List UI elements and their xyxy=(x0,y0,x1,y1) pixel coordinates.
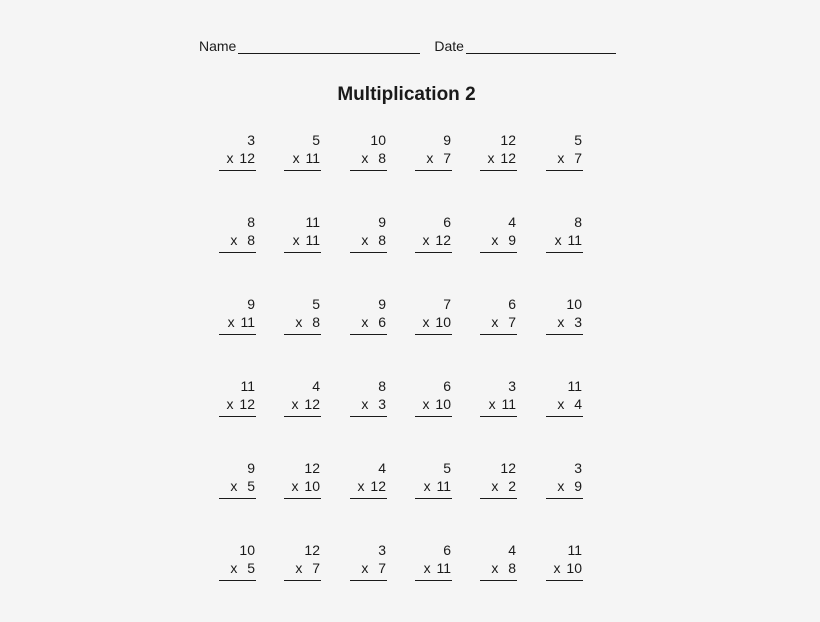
multiplicand: 6 xyxy=(508,296,516,312)
answer-line[interactable] xyxy=(546,170,583,171)
times-operator: x xyxy=(491,232,499,248)
times-operator: x xyxy=(361,396,369,412)
multiplicand: 8 xyxy=(378,378,386,394)
multiplier: 6 xyxy=(370,314,386,330)
multiplier-line xyxy=(293,232,320,248)
multiplicand: 12 xyxy=(500,132,516,148)
multiplicand: 10 xyxy=(239,542,255,558)
multiplier-line xyxy=(293,150,320,166)
problem-item xyxy=(546,214,586,264)
times-operator: x xyxy=(227,314,235,330)
answer-line[interactable] xyxy=(480,334,517,335)
multiplicand: 9 xyxy=(378,214,386,230)
multiplier-line xyxy=(295,314,320,330)
multiplier: 7 xyxy=(370,560,386,576)
problem-item xyxy=(480,378,520,428)
multiplicand: 9 xyxy=(443,132,451,148)
multiplier: 11 xyxy=(432,478,451,494)
multiplicand: 5 xyxy=(574,132,582,148)
answer-line[interactable] xyxy=(480,498,517,499)
problem-item xyxy=(415,132,455,182)
times-operator: x xyxy=(295,314,303,330)
date-label: Date xyxy=(434,38,464,54)
problem-item xyxy=(350,132,390,182)
problem-item xyxy=(480,132,520,182)
problem-item xyxy=(284,132,324,182)
multiplicand: 3 xyxy=(378,542,386,558)
multiplier-line xyxy=(426,150,451,166)
problem-item xyxy=(480,460,520,510)
times-operator: x xyxy=(422,396,430,412)
answer-line[interactable] xyxy=(546,252,583,253)
multiplier-line xyxy=(361,396,386,412)
problem-item xyxy=(219,542,259,592)
multiplier-line xyxy=(423,314,451,330)
answer-line[interactable] xyxy=(415,252,452,253)
date-blank[interactable] xyxy=(466,40,616,54)
name-blank[interactable] xyxy=(238,40,420,54)
answer-line[interactable] xyxy=(415,498,452,499)
multiplicand: 8 xyxy=(574,214,582,230)
times-operator: x xyxy=(292,232,300,248)
times-operator: x xyxy=(422,314,430,330)
multiplicand: 3 xyxy=(574,460,582,476)
answer-line[interactable] xyxy=(219,334,256,335)
problem-item xyxy=(546,132,586,182)
times-operator: x xyxy=(488,396,496,412)
multiplier-line xyxy=(361,560,386,576)
times-operator: x xyxy=(291,478,299,494)
answer-line[interactable] xyxy=(480,170,517,171)
problem-item xyxy=(546,296,586,346)
times-operator: x xyxy=(423,560,431,576)
multiplicand: 6 xyxy=(443,214,451,230)
times-operator: x xyxy=(361,232,369,248)
problem-item xyxy=(415,378,455,428)
answer-line[interactable] xyxy=(219,416,256,417)
problem-item xyxy=(350,296,390,346)
problem-item xyxy=(219,460,259,510)
multiplier: 9 xyxy=(566,478,582,494)
answer-line[interactable] xyxy=(480,580,517,581)
times-operator: x xyxy=(361,560,369,576)
multiplier-line xyxy=(228,314,255,330)
multiplicand: 4 xyxy=(508,542,516,558)
multiplier: 7 xyxy=(435,150,451,166)
times-operator: x xyxy=(554,232,562,248)
multiplicand: 10 xyxy=(566,296,582,312)
problem-item xyxy=(480,214,520,264)
multiplier: 7 xyxy=(566,150,582,166)
multiplier-line xyxy=(227,396,255,412)
answer-line[interactable] xyxy=(415,580,452,581)
problem-item xyxy=(480,542,520,592)
times-operator: x xyxy=(295,560,303,576)
multiplicand: 3 xyxy=(247,132,255,148)
multiplicand: 4 xyxy=(378,460,386,476)
times-operator: x xyxy=(557,478,565,494)
multiplicand: 9 xyxy=(378,296,386,312)
problem-item xyxy=(219,132,259,182)
multiplier: 10 xyxy=(431,396,451,412)
answer-line[interactable] xyxy=(350,334,387,335)
multiplier: 5 xyxy=(239,560,255,576)
multiplicand: 3 xyxy=(508,378,516,394)
multiplier: 8 xyxy=(370,150,386,166)
multiplicand: 9 xyxy=(247,460,255,476)
times-operator: x xyxy=(230,232,238,248)
answer-line[interactable] xyxy=(350,580,387,581)
problem-item xyxy=(415,460,455,510)
multiplicand: 12 xyxy=(304,542,320,558)
answer-line[interactable] xyxy=(350,170,387,171)
multiplicand: 11 xyxy=(305,214,320,230)
multiplier-line xyxy=(423,396,451,412)
multiplier: 11 xyxy=(301,150,320,166)
multiplier-line xyxy=(361,232,386,248)
multiplicand: 8 xyxy=(247,214,255,230)
times-operator: x xyxy=(491,478,499,494)
answer-line[interactable] xyxy=(546,580,583,581)
answer-line[interactable] xyxy=(284,170,321,171)
multiplier: 3 xyxy=(370,396,386,412)
multiplier: 12 xyxy=(235,396,255,412)
multiplier: 10 xyxy=(562,560,582,576)
multiplicand: 7 xyxy=(443,296,451,312)
answer-line[interactable] xyxy=(546,416,583,417)
multiplier: 10 xyxy=(300,478,320,494)
times-operator: x xyxy=(226,150,234,166)
multiplier: 11 xyxy=(497,396,516,412)
times-operator: x xyxy=(226,396,234,412)
problem-item xyxy=(219,296,259,346)
multiplier: 11 xyxy=(432,560,451,576)
answer-line[interactable] xyxy=(284,334,321,335)
problem-item xyxy=(219,378,259,428)
problem-item xyxy=(415,214,455,264)
multiplier: 11 xyxy=(563,232,582,248)
multiplier-line xyxy=(491,232,516,248)
multiplier-line xyxy=(491,478,516,494)
answer-line[interactable] xyxy=(284,416,321,417)
multiplier: 5 xyxy=(239,478,255,494)
multiplier-line xyxy=(557,478,582,494)
multiplier: 12 xyxy=(300,396,320,412)
multiplicand: 12 xyxy=(304,460,320,476)
answer-line[interactable] xyxy=(350,498,387,499)
multiplier: 11 xyxy=(301,232,320,248)
problem-item xyxy=(284,378,324,428)
problem-item xyxy=(415,296,455,346)
problem-item xyxy=(284,214,324,264)
times-operator: x xyxy=(491,314,499,330)
multiplier: 12 xyxy=(366,478,386,494)
problem-item xyxy=(415,542,455,592)
problem-item xyxy=(350,460,390,510)
problem-item xyxy=(546,460,586,510)
multiplicand: 10 xyxy=(370,132,386,148)
times-operator: x xyxy=(423,478,431,494)
multiplier-line xyxy=(292,396,320,412)
multiplier: 9 xyxy=(500,232,516,248)
answer-line[interactable] xyxy=(284,498,321,499)
answer-line[interactable] xyxy=(415,416,452,417)
multiplicand: 6 xyxy=(443,378,451,394)
name-label: Name xyxy=(199,38,237,54)
times-operator: x xyxy=(230,560,238,576)
multiplier-line xyxy=(424,560,451,576)
multiplier: 10 xyxy=(431,314,451,330)
times-operator: x xyxy=(361,314,369,330)
multiplier-line xyxy=(555,232,582,248)
answer-line[interactable] xyxy=(219,252,256,253)
multiplier: 8 xyxy=(500,560,516,576)
multiplicand: 5 xyxy=(312,132,320,148)
multiplicand: 11 xyxy=(240,378,255,394)
problem-item xyxy=(219,214,259,264)
multiplier-line xyxy=(424,478,451,494)
multiplier-line xyxy=(491,560,516,576)
multiplier-line xyxy=(489,396,516,412)
times-operator: x xyxy=(357,478,365,494)
times-operator: x xyxy=(491,560,499,576)
answer-line[interactable] xyxy=(219,580,256,581)
times-operator: x xyxy=(557,396,565,412)
times-operator: x xyxy=(230,478,238,494)
times-operator: x xyxy=(557,150,565,166)
multiplicand: 4 xyxy=(312,378,320,394)
answer-line[interactable] xyxy=(546,334,583,335)
multiplier: 3 xyxy=(566,314,582,330)
answer-line[interactable] xyxy=(219,498,256,499)
multiplier-line xyxy=(230,478,255,494)
multiplier-line xyxy=(557,396,582,412)
multiplier-line xyxy=(491,314,516,330)
multiplier: 12 xyxy=(431,232,451,248)
problem-item xyxy=(284,542,324,592)
times-operator: x xyxy=(553,560,561,576)
multiplicand: 12 xyxy=(500,460,516,476)
multiplicand: 9 xyxy=(247,296,255,312)
multiplicand: 11 xyxy=(567,542,582,558)
multiplier-line xyxy=(227,150,255,166)
answer-line[interactable] xyxy=(546,498,583,499)
problem-item xyxy=(350,378,390,428)
times-operator: x xyxy=(291,396,299,412)
problem-item xyxy=(350,214,390,264)
answer-line[interactable] xyxy=(350,252,387,253)
multiplier: 12 xyxy=(496,150,516,166)
multiplicand: 5 xyxy=(443,460,451,476)
multiplier: 4 xyxy=(566,396,582,412)
problem-item xyxy=(546,378,586,428)
multiplicand: 5 xyxy=(312,296,320,312)
multiplier-line xyxy=(292,478,320,494)
times-operator: x xyxy=(361,150,369,166)
times-operator: x xyxy=(557,314,565,330)
multiplier-line xyxy=(557,314,582,330)
problem-item xyxy=(546,542,586,592)
multiplier-line xyxy=(230,560,255,576)
multiplier-line xyxy=(557,150,582,166)
multiplier-line xyxy=(361,150,386,166)
multiplier-line xyxy=(554,560,582,576)
answer-line[interactable] xyxy=(219,170,256,171)
multiplier: 12 xyxy=(235,150,255,166)
times-operator: x xyxy=(292,150,300,166)
multiplier: 8 xyxy=(239,232,255,248)
answer-line[interactable] xyxy=(350,416,387,417)
multiplicand: 6 xyxy=(443,542,451,558)
worksheet-title: Multiplication 2 xyxy=(337,84,476,105)
multiplier: 2 xyxy=(500,478,516,494)
multiplier-line xyxy=(358,478,386,494)
answer-line[interactable] xyxy=(415,334,452,335)
multiplier: 7 xyxy=(304,560,320,576)
multiplier-line xyxy=(295,560,320,576)
multiplier-line xyxy=(361,314,386,330)
answer-line[interactable] xyxy=(415,170,452,171)
multiplier: 11 xyxy=(236,314,255,330)
answer-line[interactable] xyxy=(284,252,321,253)
problem-item xyxy=(284,296,324,346)
problem-item xyxy=(350,542,390,592)
problem-item xyxy=(480,296,520,346)
multiplicand: 11 xyxy=(567,378,582,394)
worksheet-header xyxy=(199,38,616,54)
problem-item xyxy=(284,460,324,510)
multiplier: 7 xyxy=(500,314,516,330)
multiplicand: 4 xyxy=(508,214,516,230)
answer-line[interactable] xyxy=(480,252,517,253)
times-operator: x xyxy=(426,150,434,166)
multiplier-line xyxy=(488,150,516,166)
multiplier-line xyxy=(230,232,255,248)
answer-line[interactable] xyxy=(480,416,517,417)
answer-line[interactable] xyxy=(284,580,321,581)
times-operator: x xyxy=(487,150,495,166)
multiplier: 8 xyxy=(370,232,386,248)
times-operator: x xyxy=(422,232,430,248)
multiplier: 8 xyxy=(304,314,320,330)
multiplier-line xyxy=(423,232,451,248)
